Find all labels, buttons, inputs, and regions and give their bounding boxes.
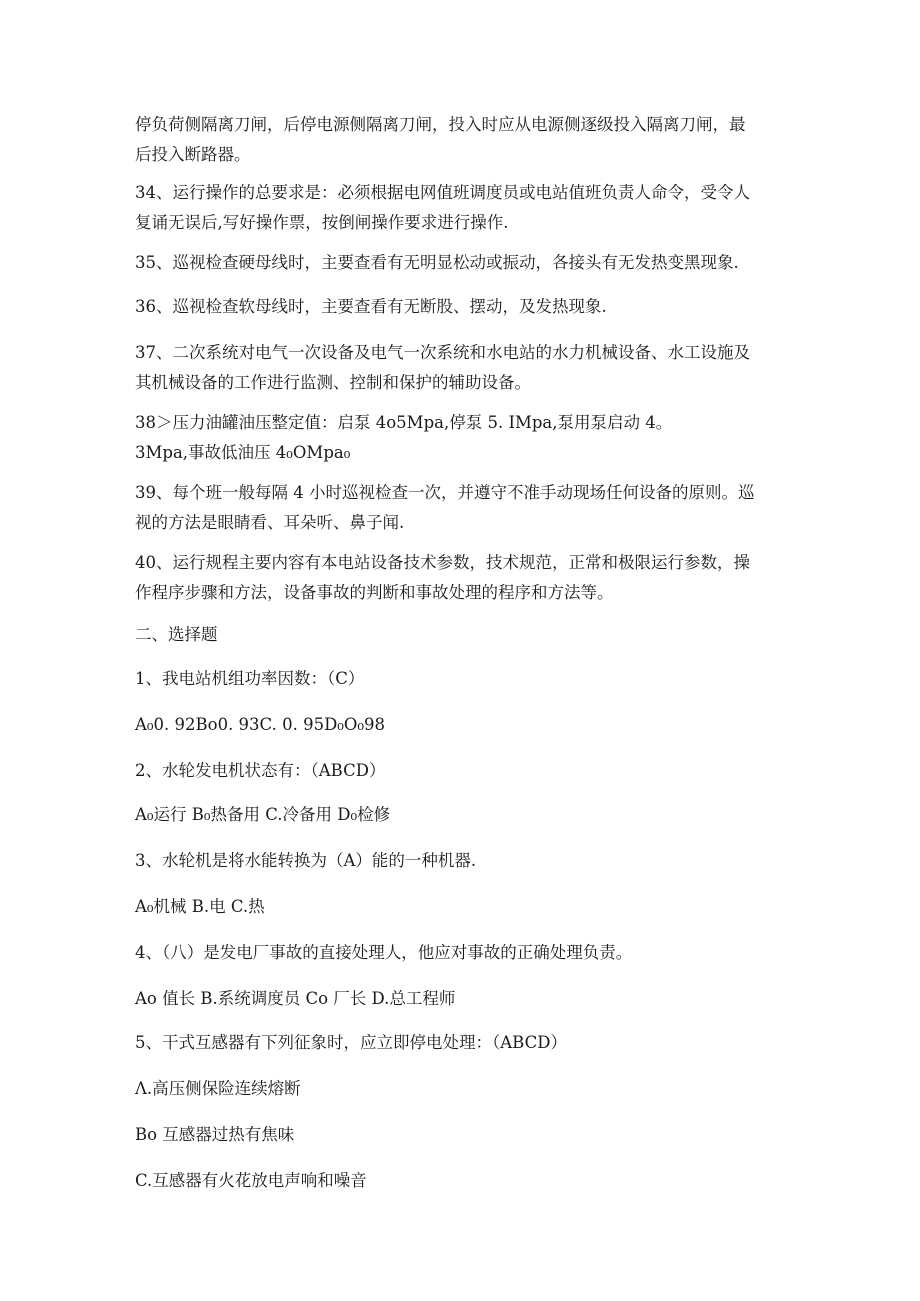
question-4-options: [135, 984, 775, 1014]
paragraph-37: [135, 338, 775, 398]
paragraph-34: [135, 178, 775, 238]
text-line: C.互感器有火花放电声响和噪音: [135, 1171, 367, 1190]
paragraph-38: [135, 408, 775, 468]
question-5: [135, 1028, 775, 1058]
paragraph-40: [135, 548, 775, 608]
text-line: Ao 值长 B.系统调度员 Co 厂长 D.总工程师: [135, 989, 456, 1008]
text-line: 40、运行规程主要内容有本电站设备技术参数，技术规范，正常和极限运行参数，操: [135, 553, 750, 572]
text-line: 停负荷侧隔离刀闸，后停电源侧隔离刀闸，投入时应从电源侧逐级投入隔离刀闸，最: [135, 115, 746, 134]
text-line: 1、我电站机组功率因数：（C）: [135, 669, 365, 688]
text-line: A₀机械 B.电 C.热: [135, 897, 265, 916]
text-line: A₀0. 92Bo0. 93C. 0. 95D₀O₀98: [135, 715, 386, 734]
text-line: 作程序步骤和方法，设备事故的判断和事故处理的程序和方法等。: [135, 583, 614, 602]
question-3: [135, 846, 775, 876]
question-5-option-b: [135, 1120, 775, 1150]
question-2: [135, 756, 775, 786]
paragraph-continuation: [135, 110, 775, 170]
paragraph-35: [135, 248, 775, 278]
text-line: 二、选择题: [135, 625, 218, 644]
question-3-options: [135, 892, 775, 922]
question-4: [135, 938, 775, 968]
text-line: 4、（八）是发电厂事故的直接处理人，他应对事故的正确处理负责。: [135, 943, 633, 962]
paragraph-36: [135, 292, 775, 322]
text-line: 39、每个班一般每隔 4 小时巡视检查一次，并遵守不准手动现场任何设备的原则。巡: [135, 483, 755, 502]
text-line: 3Mpa,事故低油压 4₀OMpa₀: [135, 443, 351, 462]
text-line: A₀运行 B₀热备用 C.冷备用 D₀检修: [135, 805, 391, 824]
text-line: 3、水轮机是将水能转换为（A）能的一种机器.: [135, 851, 477, 870]
paragraph-39: [135, 478, 775, 538]
text-line: 后投入断路器。: [135, 145, 251, 164]
question-5-option-a: [135, 1074, 775, 1104]
text-line: 视的方法是眼睛看、耳朵听、鼻子闻.: [135, 513, 405, 532]
question-5-option-c: [135, 1166, 775, 1196]
text-line: Bo 互感器过热有焦味: [135, 1125, 295, 1144]
text-line: 36、巡视检查软母线时，主要查看有无断股、摆动，及发热现象.: [135, 297, 607, 316]
text-line: 34、运行操作的总要求是：必须根据电网值班调度员或电站值班负责人命令，受令人: [135, 183, 750, 202]
text-line: Λ.高压侧保险连续熔断: [135, 1079, 301, 1098]
text-line: 35、巡视检查硬母线时，主要查看有无明显松动或振动，各接头有无发热变黑现象.: [135, 253, 739, 272]
question-1: [135, 664, 775, 694]
text-line: 复诵无误后,写好操作票，按倒闸操作要求进行操作.: [135, 213, 509, 232]
question-1-options: [135, 710, 775, 740]
section-heading: [135, 620, 775, 650]
text-line: 37、二次系统对电气一次设备及电气一次系统和水电站的水力机械设备、水工设施及: [135, 343, 750, 362]
question-2-options: [135, 800, 775, 830]
text-line: 其机械设备的工作进行监测、控制和保护的辅助设备。: [135, 373, 531, 392]
text-line: 2、水轮发电机状态有：（ABCD）: [135, 761, 386, 780]
text-line: 38＞压力油罐油压整定值：启泵 4o5Mpa,停泵 5. IMpa,泵用泵启动 4。: [135, 413, 673, 432]
text-line: 5、干式互感器有下列征象时，应立即停电处理：（ABCD）: [135, 1033, 567, 1052]
